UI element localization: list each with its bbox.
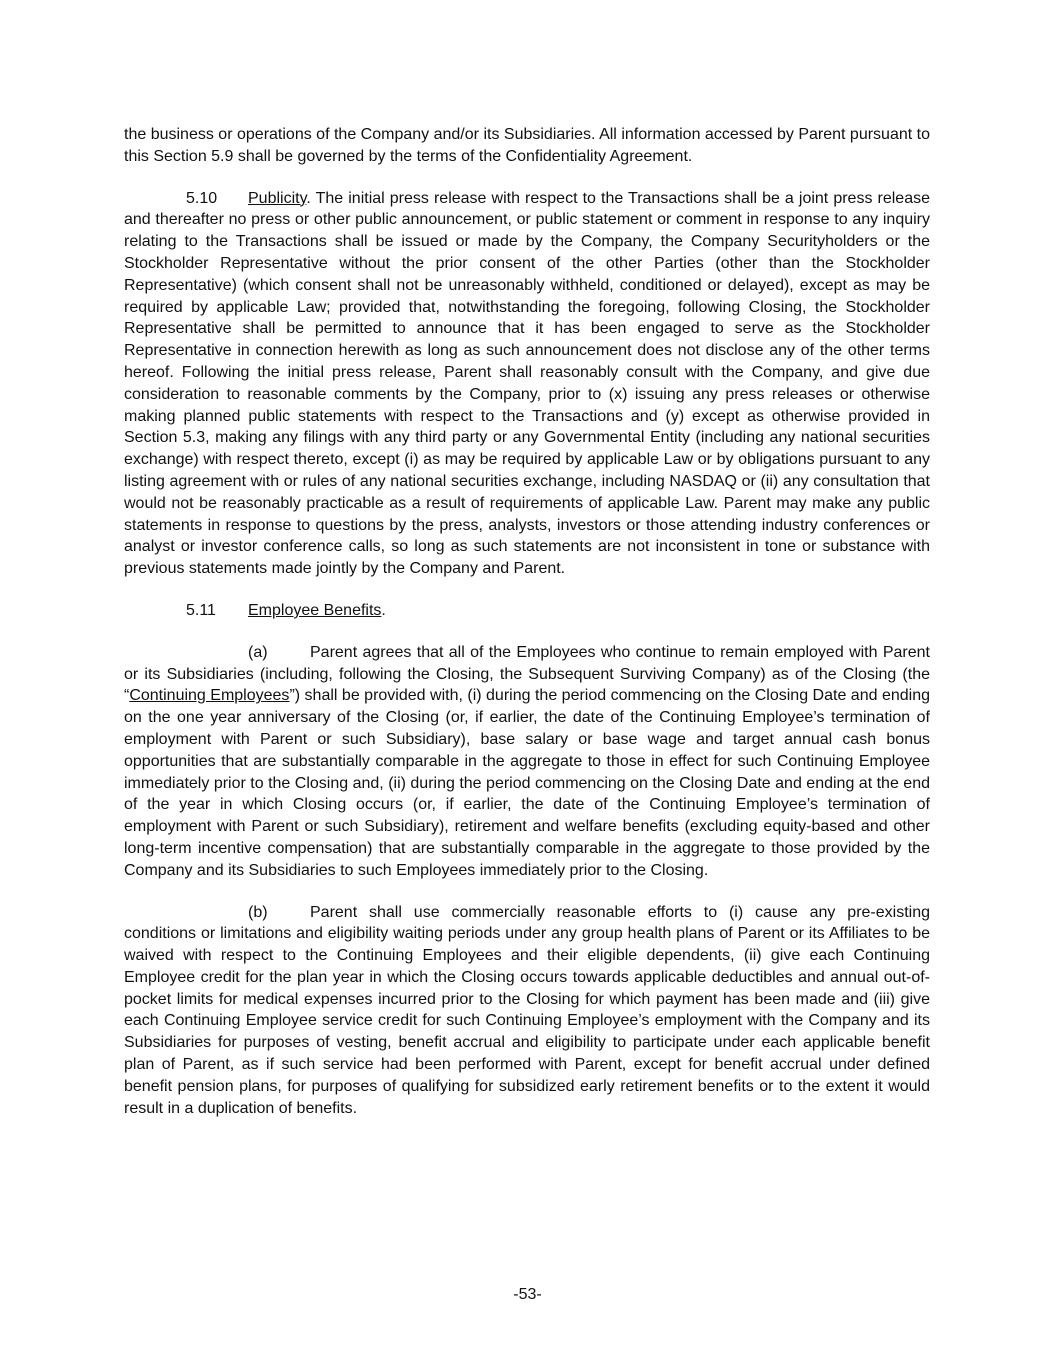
section-heading: Publicity — [248, 189, 307, 207]
section-number: 5.11 — [186, 601, 216, 619]
section-5-11-heading — [124, 600, 930, 622]
paragraph-spacer — [124, 622, 930, 642]
subsection-label: (a) — [248, 643, 268, 661]
paragraph-spacer — [124, 580, 930, 600]
defined-term: Continuing Employees — [129, 687, 290, 705]
document-page — [124, 124, 930, 1119]
subsection-text-after: ”) shall be provided with, (i) during the period commencing on the Closing Date and ending on the one year anniversary of the Closing (or, if earlier, the date of the Continuing Employee’s termination of employment with Parent or such Subsidiary), base salary or base wage and target annual cash bonus opportunities that are substantially comparable in the aggregate to those in effect for such Continuing Employee immediately prior to the Closing and, (ii) during the period commencing on the Closing Date and ending at the end of the year in which Closing occurs (or, if earlier, the date of the Continuing Employee’s termination of employment with Parent or such Subsidiary), retirement and welfare benefits (excluding equity-based and other long-term incentive compensation) that are substantially comparable in the aggregate to those provided by the Company and its Subsidiaries to such Employees immediately prior to the Closing. — [124, 687, 931, 879]
subsection-label: (b) — [248, 903, 268, 921]
page-number: -53- — [513, 1286, 542, 1303]
section-number: 5.10 — [186, 189, 218, 207]
section-5-10-paragraph — [124, 188, 930, 580]
section-body: . The initial press release with respect to the Transactions shall be a joint press release and thereafter no press or other public announcement, or public statement or comment in response to any inquiry relating to the Transactions shall be issued or made by the Company, the Company Securityholders or the Stockholder Representative without the prior consent of the other Parties (other than the Stockholder Representative) (which consent shall not be unreasonably withheld, conditioned or delayed), except as may be required by applicable Law; provided that, notwithstanding the foregoing, following Closing, the Stockholder Representative shall be permitted to announce that it has been engaged to serve as the Stockholder Representative in connection herewith as long as such announcement does not disclose any of the other terms hereof. Following the initial press release, Parent shall reasonably consult with the Company, and give due consideration to reasonable comments by the Company, prior to (x) issuing any press releases or otherwise making planned public statements with respect to the Transactions and (y) except as otherwise provided in Section 5.3, making any filings with any third party or any Governmental Entity (including any national securities exchange) with respect thereto, except (i) as may be required by applicable Law or by obligations pursuant to any listing agreement with or rules of any national securities exchange, including NASDAQ or (ii) any consultation that would not be reasonably practicable as a result of requirements of applicable Law. Parent may make any public statements in response to questions by the press, analysts, investors or those attending industry conferences or analyst or investor conference calls, so long as such statements are not inconsistent in tone or substance with previous statements made jointly by the Company and Parent. — [124, 189, 930, 578]
subsection-text: Parent shall use commercially reasonable efforts to (i) cause any pre-existing conditions or limitations and eligibility waiting periods under any group health plans of Parent or its Affiliates to be waived with respect to the Continuing Employees and their eligible dependents, (ii) give each Continuing Employee credit for the plan year in which the Closing occurs towards applicable deductibles and annual out-of-pocket limits for medical expenses incurred prior to the Closing for which payment has been made and (iii) give each Continuing Employee service credit for such Continuing Employee’s employment with the Company and its Subsidiaries for purposes of vesting, benefit accrual and eligibility to participate under each applicable benefit plan of Parent, as if such service had been performed with Parent, except for benefit accrual under defined benefit pension plans, for purposes of qualifying for subsidized early retirement benefits or to the extent it would result in a duplication of benefits. — [124, 903, 930, 1117]
section-heading: Employee Benefits — [248, 601, 382, 619]
subsection-text-before: Parent agrees that all of the Employees who continue to remain employed with Parent or its Subsidiaries (including, following the Closing, the Subsequent Surviving Company) as of the Closing (the “ — [124, 643, 930, 705]
subsection-b-paragraph — [124, 902, 930, 1120]
heading-period: . — [381, 601, 386, 619]
paragraph-spacer — [124, 168, 930, 188]
carryover-paragraph: the business or operations of the Company and/or its Subsidiaries. All information accessed by Parent pursuant to this Section 5.9 shall be governed by the terms of the Confidentiality Agreement. — [124, 126, 930, 165]
subsection-a-paragraph — [124, 642, 930, 882]
paragraph-spacer — [124, 882, 930, 902]
